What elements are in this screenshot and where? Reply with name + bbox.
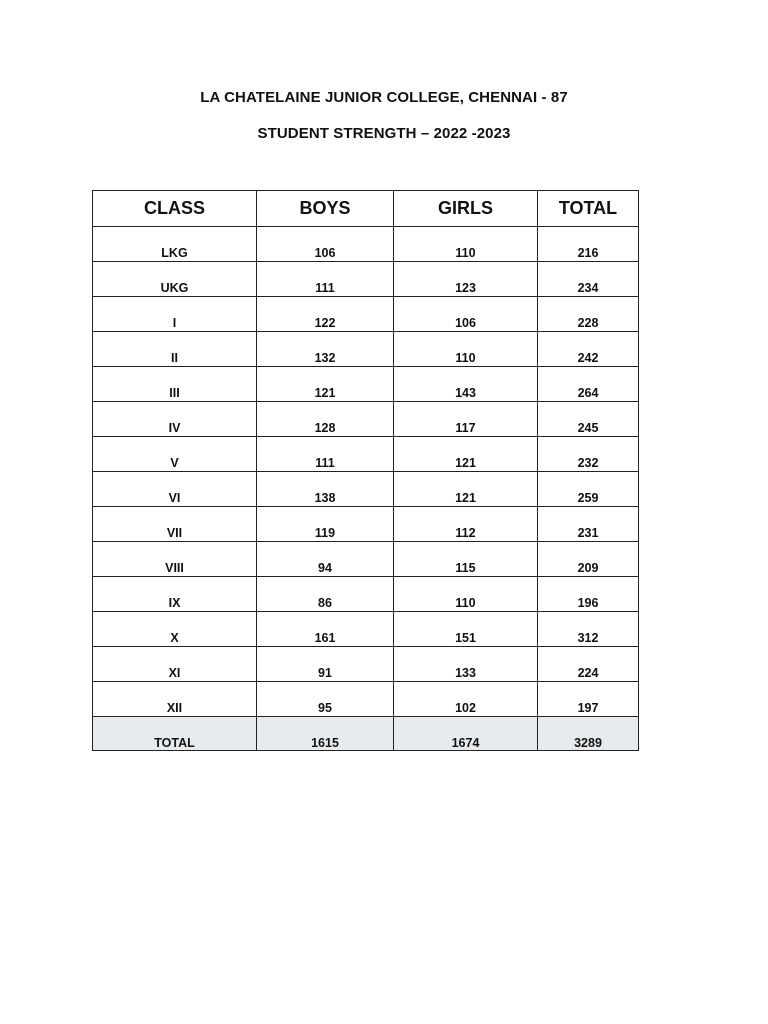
cell-girls: 106 xyxy=(394,297,538,332)
cell-total: 245 xyxy=(538,402,639,437)
header-boys: BOYS xyxy=(257,191,394,227)
header-total: TOTAL xyxy=(538,191,639,227)
cell-girls: 117 xyxy=(394,402,538,437)
school-name-heading: LA CHATELAINE JUNIOR COLLEGE, CHENNAI - 87 xyxy=(200,89,568,106)
cell-boys: 111 xyxy=(257,437,394,472)
total-row-boys: 1615 xyxy=(257,717,394,751)
cell-boys: 121 xyxy=(257,367,394,402)
table-row xyxy=(93,647,639,682)
cell-girls: 115 xyxy=(394,542,538,577)
cell-boys: 161 xyxy=(257,612,394,647)
cell-class: I xyxy=(93,297,257,332)
total-row-label: TOTAL xyxy=(93,717,257,751)
cell-boys: 122 xyxy=(257,297,394,332)
cell-class: V xyxy=(93,437,257,472)
table-header-row xyxy=(93,191,639,227)
cell-class: VIII xyxy=(93,542,257,577)
cell-girls: 110 xyxy=(394,577,538,612)
cell-boys: 91 xyxy=(257,647,394,682)
cell-girls: 110 xyxy=(394,332,538,367)
table-row xyxy=(93,437,639,472)
cell-boys: 119 xyxy=(257,507,394,542)
cell-girls: 112 xyxy=(394,507,538,542)
table-row xyxy=(93,227,639,262)
header-girls: GIRLS xyxy=(394,191,538,227)
cell-boys: 132 xyxy=(257,332,394,367)
table-row xyxy=(93,402,639,437)
header-class: CLASS xyxy=(93,191,257,227)
cell-class: III xyxy=(93,367,257,402)
table-row xyxy=(93,297,639,332)
table-row xyxy=(93,507,639,542)
table-row xyxy=(93,542,639,577)
cell-class: VI xyxy=(93,472,257,507)
total-row-total: 3289 xyxy=(538,717,639,751)
table-row xyxy=(93,332,639,367)
cell-total: 259 xyxy=(538,472,639,507)
cell-girls: 123 xyxy=(394,262,538,297)
cell-girls: 121 xyxy=(394,437,538,472)
cell-class: IV xyxy=(93,402,257,437)
cell-boys: 111 xyxy=(257,262,394,297)
table-row xyxy=(93,577,639,612)
cell-total: 234 xyxy=(538,262,639,297)
cell-class: XI xyxy=(93,647,257,682)
student-strength-table xyxy=(92,190,639,751)
cell-class: UKG xyxy=(93,262,257,297)
cell-girls: 151 xyxy=(394,612,538,647)
cell-boys: 94 xyxy=(257,542,394,577)
total-row-girls: 1674 xyxy=(394,717,538,751)
cell-class: XII xyxy=(93,682,257,717)
report-title-heading: STUDENT STRENGTH – 2022 -2023 xyxy=(257,125,511,142)
cell-boys: 138 xyxy=(257,472,394,507)
cell-girls: 102 xyxy=(394,682,538,717)
cell-class: X xyxy=(93,612,257,647)
cell-total: 196 xyxy=(538,577,639,612)
cell-class: II xyxy=(93,332,257,367)
cell-total: 228 xyxy=(538,297,639,332)
cell-total: 264 xyxy=(538,367,639,402)
cell-boys: 128 xyxy=(257,402,394,437)
cell-total: 209 xyxy=(538,542,639,577)
cell-girls: 110 xyxy=(394,227,538,262)
table-row xyxy=(93,612,639,647)
cell-total: 242 xyxy=(538,332,639,367)
cell-class: VII xyxy=(93,507,257,542)
cell-total: 224 xyxy=(538,647,639,682)
cell-class: IX xyxy=(93,577,257,612)
cell-class: LKG xyxy=(93,227,257,262)
cell-girls: 143 xyxy=(394,367,538,402)
total-row xyxy=(93,717,639,751)
cell-total: 216 xyxy=(538,227,639,262)
table-row xyxy=(93,682,639,717)
cell-girls: 121 xyxy=(394,472,538,507)
table-row xyxy=(93,262,639,297)
table-row xyxy=(93,472,639,507)
cell-total: 232 xyxy=(538,437,639,472)
cell-boys: 106 xyxy=(257,227,394,262)
cell-total: 312 xyxy=(538,612,639,647)
cell-boys: 95 xyxy=(257,682,394,717)
cell-total: 197 xyxy=(538,682,639,717)
cell-boys: 86 xyxy=(257,577,394,612)
cell-girls: 133 xyxy=(394,647,538,682)
table-row xyxy=(93,367,639,402)
table-body xyxy=(93,227,639,717)
cell-total: 231 xyxy=(538,507,639,542)
